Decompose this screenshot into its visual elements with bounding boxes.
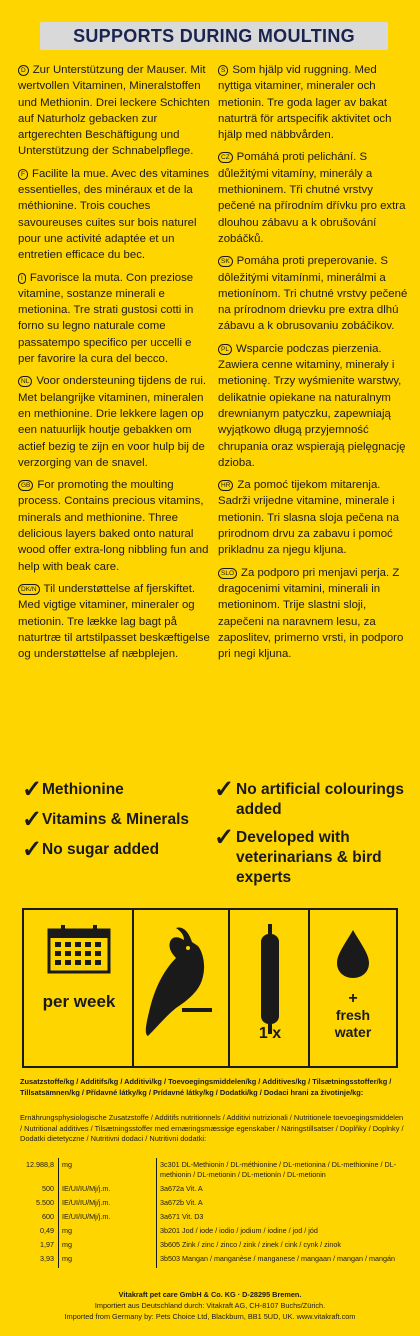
checkmark-icon: ✓ <box>22 806 43 833</box>
analysis-value: 12.988,8 <box>26 1160 54 1169</box>
analysis-value: 3,93 <box>40 1254 54 1263</box>
analysis-desc: 3b605 Zink / zinc / zinco / zink / zinek / cink / cynk / zinok <box>160 1240 341 1249</box>
pictogram-frequency <box>24 910 134 1066</box>
water-drop-icon <box>335 928 371 980</box>
language-code-badge: SK <box>218 256 233 267</box>
paragraph-text: Favorisce la muta. Con preziose vitamine, sostanze minerali e metionina. Tre strati gustosi cotti in forno su legno naturale come passatempo specifico per uccelli e per favorire la cura del becco. <box>18 271 194 366</box>
analysis-value: 500 <box>42 1184 54 1193</box>
pictogram-water <box>310 910 396 1066</box>
analysis-desc: 3a672a Vit. A <box>160 1184 203 1193</box>
analysis-desc: 3b503 Mangan / manganèse / manganese / mangaan / mangan / mangán <box>160 1254 395 1263</box>
language-code-badge: D <box>18 65 29 76</box>
additives-title: Zusatzstoffe/kg / Additifs/kg / Additivi/kg / Toevoegingsmiddelen/kg / Additives/kg / Tilsætningsstoffer/kg / Tillsatsämnen/kg / Přídavné látky/kg / Prídavné látky/kg / Dodatki/kg / Dodaci hrani za životinje/kg: <box>20 1077 392 1097</box>
description-paragraph <box>218 62 412 143</box>
language-code-badge: SLO <box>218 568 237 579</box>
analysis-value: 0,49 <box>40 1226 54 1235</box>
language-code-badge: F <box>18 169 28 180</box>
claim-no-colourings: No artificial colourings added <box>236 781 404 818</box>
analysis-unit: mg <box>62 1240 72 1249</box>
language-code-badge: HR <box>218 480 233 491</box>
nutritional-title: Ernährungsphysiologische Zusatzstoffe / Additifs nutritionnels / Additivi nutrizionali / Nutritionele toevoegingsmiddelen / Nutritional additives / Tilsætningsstoffer med ernæringsmæssige egenskaber / Näringstillsatser / Doplňky / Doplnky / Dodatki dietetyczne / Nutritivni dodaci / Nutritivni dodatki: <box>20 1113 404 1143</box>
paragraph-text: Za podporo pri menjavi perja. Z dragocenimi vitamini, minerali in metioninom. Trije slastni sloji, zapečeni na naravnem lesu, za zaposlitev, primerno vrsti, in podporo pri negi kljuna. <box>218 566 404 661</box>
cockatiel-icon <box>142 924 222 1044</box>
description-paragraph <box>218 253 412 334</box>
description-paragraph <box>18 62 210 160</box>
claim-methionine: Methionine <box>42 781 124 798</box>
analysis-value: 600 <box>42 1212 54 1221</box>
paragraph-text: Za pomoć tijekom mitarenja. Sadrži vrijedne vitamine, minerale i metionin. Tri slasna sloja pečena na prirodnom drvu za zabavu i pomoć prikladnu za njegu kljuna. <box>218 479 400 557</box>
right-column <box>218 62 412 668</box>
description-paragraph <box>218 341 412 471</box>
checkmark-icon: ✓ <box>214 824 235 851</box>
language-code-badge: GB <box>18 480 33 491</box>
description-paragraph <box>218 477 412 558</box>
water-label-word: water <box>334 1024 372 1040</box>
checkmark-icon: ✓ <box>214 776 235 803</box>
checkmark-icon: ✓ <box>22 776 43 803</box>
left-column <box>18 62 210 668</box>
description-paragraph <box>18 166 210 264</box>
paragraph-text: Facilite la mue. Avec des vitamines essentielles, des minéraux et de la méthionine. Trois couches savoureuses cuites sur bois naturel pour une activité adaptée et un entretien efficace du bec. <box>18 167 210 262</box>
analysis-unit: IE/UI/IU/Mj/j.m. <box>62 1184 111 1193</box>
paragraph-text: Wsparcie podczas pierzenia. Zawiera cenne witaminy, minerały i metioninę. Trzy wyśmienite warstwy, delikatnie opiekane na naturalnym drewnianym patyczku, zapewniają wyjątkowo długą przyjemność chrupania oraz wspierają pielęgnację dzioba. <box>218 342 406 469</box>
footer-line-1: Vitakraft pet care GmbH & Co. KG · D-28295 Bremen. <box>118 1290 302 1299</box>
language-code-badge: S <box>218 65 228 76</box>
description-paragraph <box>218 565 412 663</box>
footer-line-3: Imported from Germany by: Pets Choice Ltd, Blackburn, BB1 5UD, UK. www.vitakraft.com <box>64 1312 356 1321</box>
stick-icon <box>258 924 282 1034</box>
language-code-badge: PL <box>218 344 232 355</box>
water-label-word: fresh <box>335 1007 371 1023</box>
language-code-badge: DK/N <box>18 584 40 595</box>
analysis-unit: IE/UI/IU/Mj/j.m. <box>62 1212 111 1221</box>
table-divider <box>58 1158 59 1268</box>
language-code-badge: NL <box>18 376 32 387</box>
pictogram-box <box>22 908 398 1068</box>
analysis-unit: IE/UI/IU/Mj/j.m. <box>62 1198 111 1207</box>
paragraph-text: Pomáha proti preperovanie. S dôležitými vitamínmi, minerálmi a metionínom. Tri chutné vrstvy pečené na prírodnom drievku pre extra dlhú zábavu a k obrusovaniu zobáčikov. <box>218 255 408 333</box>
analysis-desc: 3b201 Jod / iode / iodio / jodium / iodine / jod / jód <box>160 1226 318 1235</box>
analysis-unit: mg <box>62 1254 72 1263</box>
header <box>0 0 420 50</box>
description-paragraph <box>18 477 210 575</box>
water-label <box>310 990 396 1041</box>
paragraph-text: Voor ondersteuning tijdens de rui. Met belangrijke vitaminen, mineralen en methionine. Drie lekkere lagen op een natuurlijk houtje gebakken om actief bezig te zijn en voor hulp bij de verzorging van de snavel. <box>18 375 207 469</box>
paragraph-text: Som hjälp vid ruggning. Med nyttiga vitaminer, mineraler och metionin. Tre goda lager av bakat naturträ för artspecifik aktivitet och hjälp med näbbvården. <box>218 64 392 142</box>
analysis-desc: 3a671 Vit. D3 <box>160 1212 204 1221</box>
quantity-label: 1 x <box>258 1025 282 1042</box>
page-title: SUPPORTS DURING MOULTING <box>73 26 355 46</box>
paragraph-text: Zur Unterstützung der Mauser. Mit wertvollen Vitaminen, Mineralstoffen und Methionin. Drei leckere Schichten auf Naturholz gebacken zur artgerechten Beschäftigung und Unterstützung der Schnabelpflege. <box>18 64 210 158</box>
calendar-icon <box>47 924 111 974</box>
language-code-badge: I <box>18 273 26 284</box>
claim-no-sugar: No sugar added <box>42 841 160 858</box>
pictogram-bird <box>134 910 230 1066</box>
description-paragraph <box>18 581 210 662</box>
paragraph-text: For promoting the moulting process. Contains precious vitamins, minerals and methionine. Three delicious layers baked onto natural wood offer extra-long nibbling fun and help with beak care. <box>18 479 209 573</box>
footer-line-2: Importiert aus Deutschland durch: Vitakraft AG, CH-8107 Buchs/Zürich. <box>94 1301 326 1310</box>
claim-vitamins: Vitamins & Minerals <box>42 811 190 828</box>
water-label-text <box>310 1007 396 1041</box>
checkmark-icon: ✓ <box>22 836 43 863</box>
table-divider <box>156 1158 157 1268</box>
frequency-label: per week <box>42 992 116 1011</box>
description-paragraph <box>18 270 210 368</box>
analysis-desc: 3c301 DL-Methionin / DL-méthionine / DL-metionina / DL-methionine / DL-methionin / DL-metionin / DL-metionín / DL-metionin <box>160 1160 397 1179</box>
pictogram-quantity <box>230 910 310 1066</box>
paragraph-text: Til understøttelse af fjerskiftet. Med vigtige vitaminer, mineraler og metionin. Tre lække lag bagt på naturtræ til artstilpasset beskæftigelse og understøttelse af næbplejen. <box>18 582 210 661</box>
claim-veterinarians: Developed with veterinarians & bird experts <box>236 829 382 886</box>
analysis-unit: mg <box>62 1226 72 1235</box>
analysis-value: 1,97 <box>40 1240 54 1249</box>
description-paragraph <box>18 373 210 471</box>
analysis-value: 5.500 <box>36 1198 54 1207</box>
paragraph-text: Pomáhá proti pelichání. S důležitými vitamíny, minerály a methioninem. Tři chutné vrstvy pečené na přírodním dřívku pro extra dlouhou zábavu a k obrušování zobáčků. <box>218 151 406 245</box>
description-paragraph <box>218 149 412 247</box>
plus-sign: + <box>348 990 358 1007</box>
analysis-unit: mg <box>62 1160 72 1169</box>
language-code-badge: CZ <box>218 152 233 163</box>
analysis-desc: 3a672b Vit. A <box>160 1198 203 1207</box>
